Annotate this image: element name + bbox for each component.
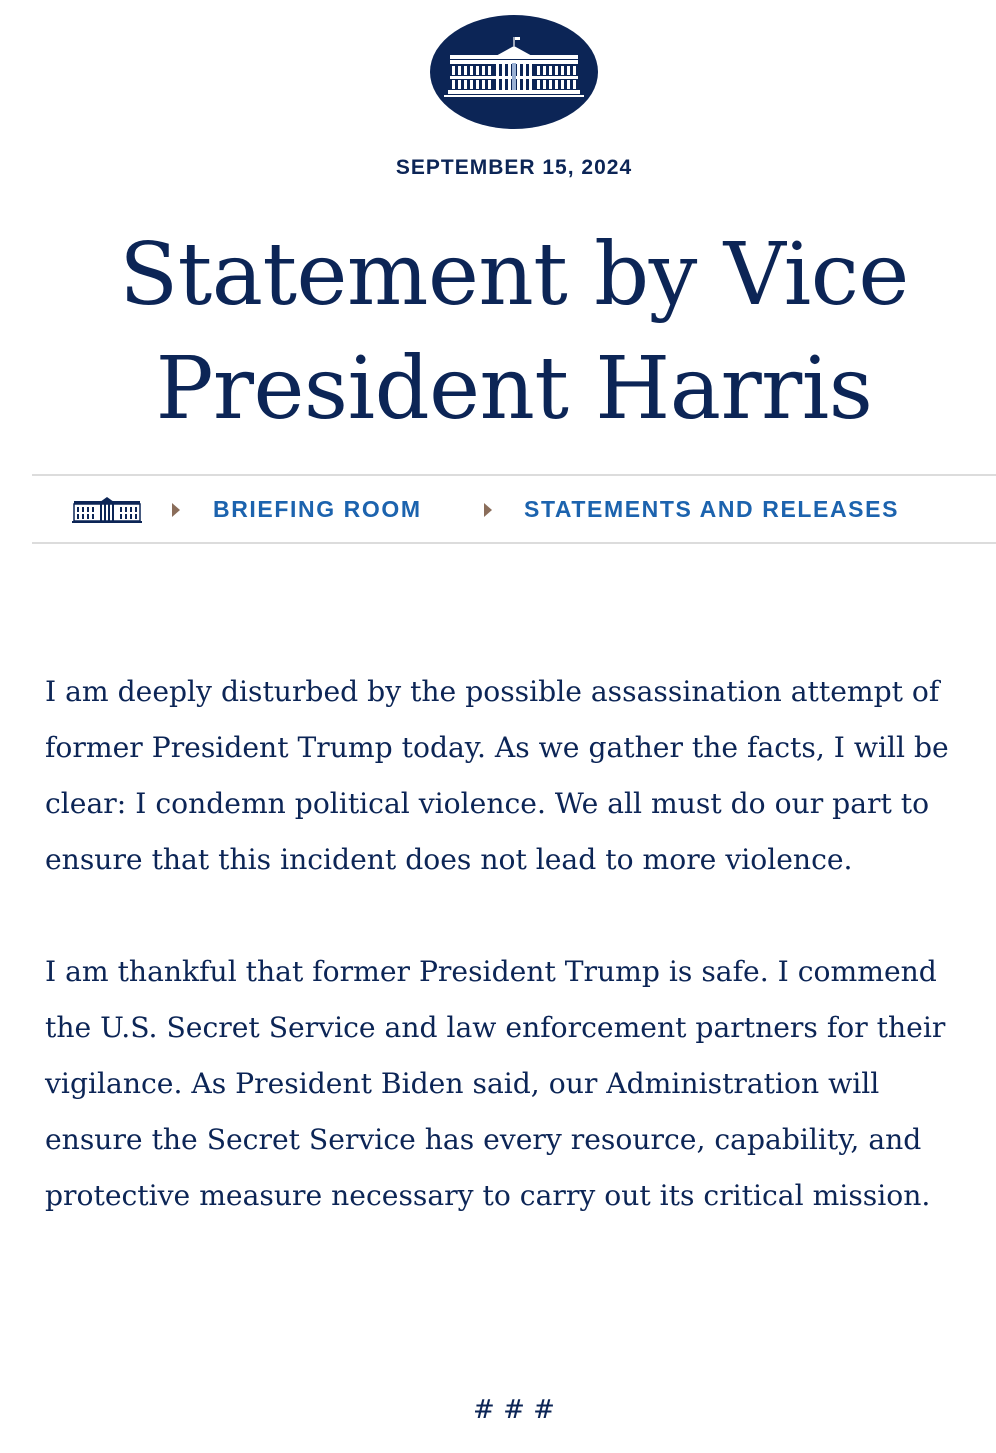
paragraph: I am thankful that former President Trump is safe. I commend the U.S. Secret Service and law enforcement partners for their vigilance. As President Biden said, our Administration will ensure the Secret Service has every resource, capability, and protective measure necessary to carry out its critical mission. [45,955,946,1212]
breadcrumb [32,474,996,544]
breadcrumb-briefing-room[interactable]: BRIEFING ROOM [213,496,422,522]
article-body [45,664,985,1280]
end-mark: # # # [473,1395,555,1425]
caret-right-icon [172,503,180,517]
white-house-logo-icon[interactable] [430,15,598,129]
caret-right-icon [484,503,492,517]
breadcrumb-statements-and-releases[interactable]: STATEMENTS AND RELEASES [524,496,900,522]
paragraph: I am deeply disturbed by the possible assassination attempt of former President Trump today. As we gather the facts, I will be clear: I condemn political violence. We all must do our part to ensure that this incident does not lead to more violence. [45,675,949,876]
page-title: Statement by Vice President Harris [119,225,909,439]
white-house-icon[interactable] [72,494,142,524]
publish-date: SEPTEMBER 15, 2024 [395,156,633,179]
